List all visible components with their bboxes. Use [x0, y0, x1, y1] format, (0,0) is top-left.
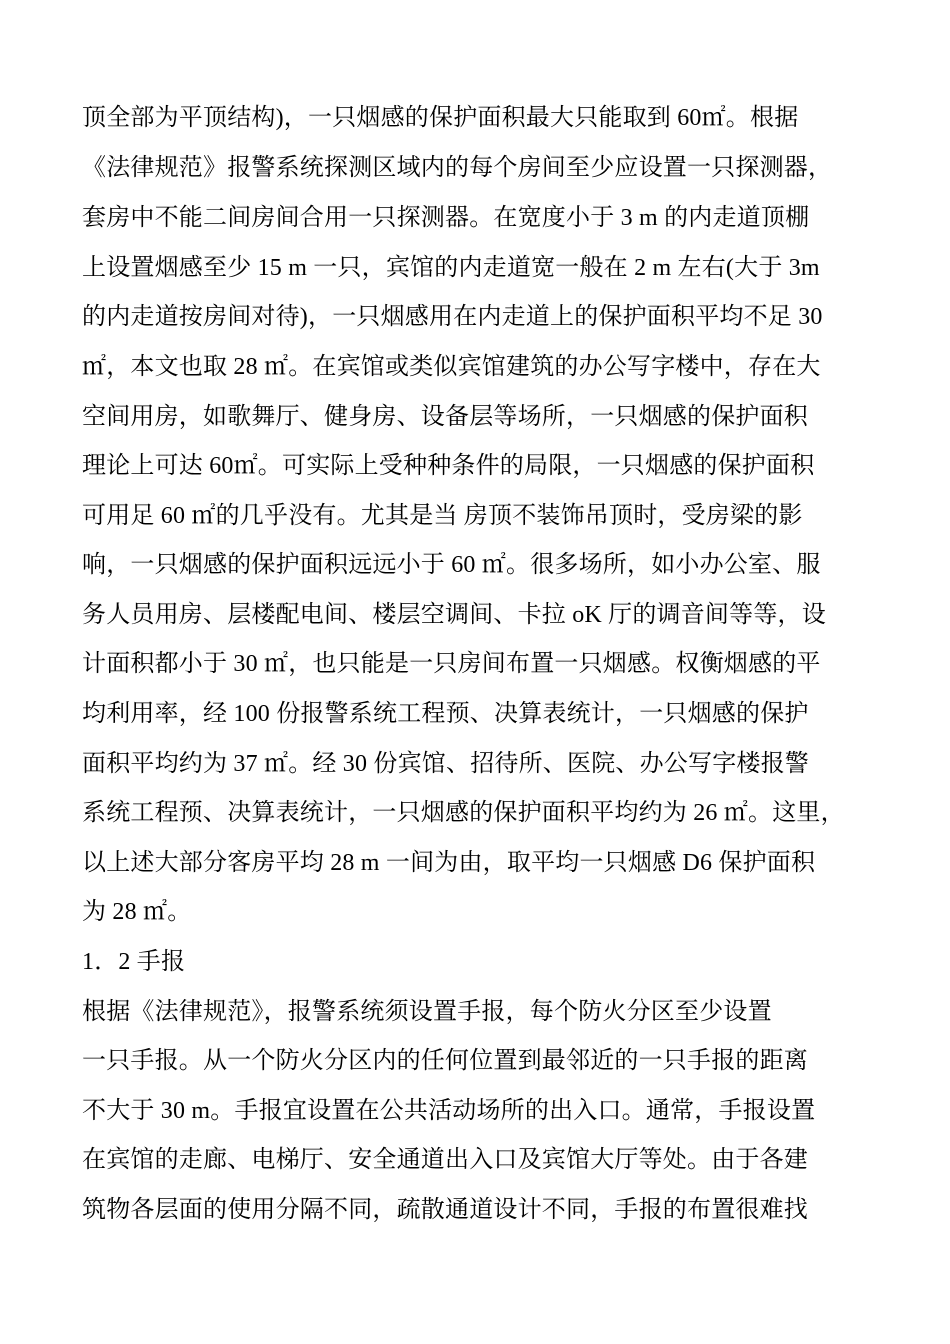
text-line: 计面积都小于 30 ㎡，也只能是一只房间布置一只烟感。权衡烟感的平 — [82, 651, 821, 677]
text-line: 以上述大部分客房平均 28 m 一间为由，取平均一只烟感 D6 保护面积 — [82, 850, 816, 876]
text-line: 上设置烟感至少 15 m 一只，宾馆的内走道宽一般在 2 m 左右(大于 3m — [82, 255, 820, 281]
text-line: 的内走道按房间对待)，一只烟感用在内走道上的保护面积平均不足 30 — [82, 304, 823, 330]
text-line: 理论上可达 60㎡。可实际上受种种条件的局限，一只烟感的保护面积 — [82, 453, 815, 479]
text-line: 务人员用房、层楼配电间、楼层空调间、卡拉 oK 厅的调音间等等，设 — [82, 602, 826, 628]
text-line: 筑物各层面的使用分隔不同，疏散通道设计不同，手报的布置很难找 — [82, 1197, 808, 1223]
text-line: 可用足 60 ㎡的几乎没有。尤其是当 房顶不装饰吊顶时，受房梁的影 — [82, 503, 803, 529]
text-line: 响，一只烟感的保护面积远远小于 60 ㎡。很多场所，如小办公室、服 — [82, 552, 821, 578]
text-line: ㎡，本文也取 28 ㎡。在宾馆或类似宾馆建筑的办公写字楼中，存在大 — [82, 354, 821, 380]
text-line: 空间用房，如歌舞厅、健身房、设备层等场所，一只烟感的保护面积 — [82, 404, 808, 430]
text-line: 一只手报。从一个防火分区内的任何位置到最邻近的一只手报的距离 — [82, 1048, 808, 1074]
text-line: 顶全部为平顶结构)，一只烟感的保护面积最大只能取到 60㎡。根据 — [82, 105, 799, 131]
text-line: 均利用率，经 100 份报警系统工程预、决算表统计，一只烟感的保护 — [82, 701, 809, 727]
text-line: 为 28 ㎡。 — [82, 899, 192, 925]
text-line: 系统工程预、决算表统计，一只烟感的保护面积平均约为 26 ㎡。这里， — [82, 800, 845, 826]
text-line: 在宾馆的走廊、电梯厅、安全通道出入口及宾馆大厅等处。由于各建 — [82, 1147, 808, 1173]
text-line: 套房中不能二间房间合用一只探测器。在宽度小于 3 m 的内走道顶棚 — [82, 205, 810, 231]
section-heading: 1．2 手报 — [82, 949, 186, 975]
text-line: 根据《法律规范》，报警系统须设置手报，每个防火分区至少设置 — [82, 999, 772, 1025]
text-line: 《法律规范》报警系统探测区域内的每个房间至少应设置一只探测器， — [82, 155, 833, 181]
text-line: 不大于 30 m。手报宜设置在公共活动场所的出入口。通常，手报设置 — [82, 1098, 816, 1124]
text-line: 面积平均约为 37 ㎡。经 30 份宾馆、招待所、医院、办公写字楼报警 — [82, 751, 809, 777]
